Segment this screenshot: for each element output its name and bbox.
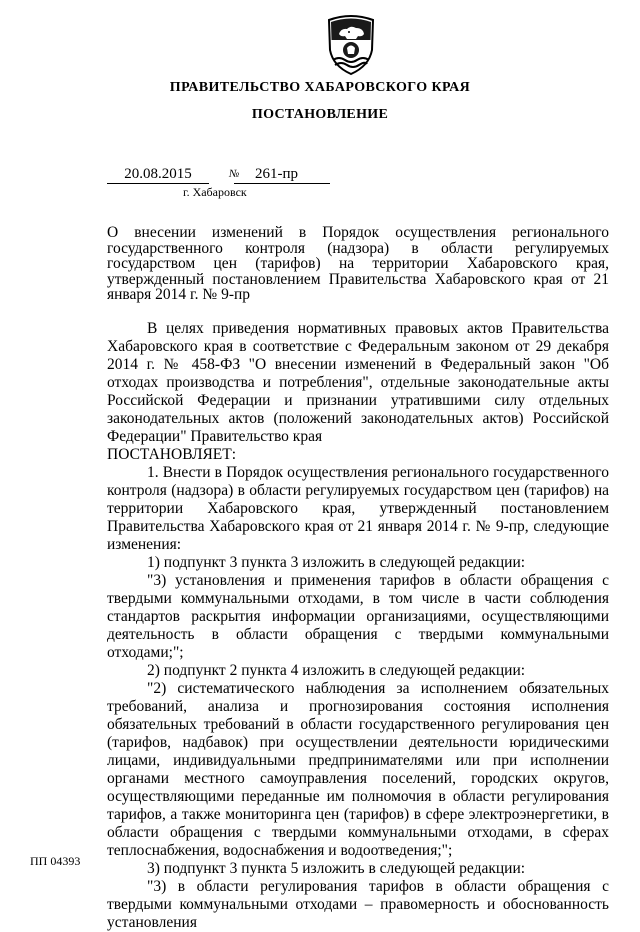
- government-name: ПРАВИТЕЛЬСТВО ХАБАРОВСКОГО КРАЯ: [169, 80, 471, 95]
- paragraph: 1) подпункт 3 пункта 3 изложить в следующей редакции:: [147, 554, 526, 571]
- paragraph: "2) систематического наблюдения за исполнением обязательных требований, анализа и прогнозирования состояния исполнения обязательных требований в области государственного регулирования цен (тарифов, надбавок) при осуществлении деятельности юридическими лицами, индивидуальными предпринимателями или при исполнении органами местного самоуправления поселений, городских округов, осуществляющими переданные им полномочия в области регулирования тарифов, а также мониторинга цен (тарифов) в сфере электроэнергетики, в области обращения с твердыми коммунальными отходами, в сферах теплоснабжения, водоснабжения и водоотведения;";: [107, 680, 609, 859]
- paragraph: "3) в области регулирования тарифов в области обращения с твердыми коммунальными отходами – правомерность и обоснованность установления: [107, 878, 609, 931]
- paragraph: 2) подпункт 2 пункта 4 изложить в следующей редакции:: [147, 662, 526, 679]
- paragraph: "3) установления и применения тарифов в области обращения с твердыми коммунальными отходами, в том числе в части соблюдения стандартов раскрытия информации организациями, осуществляющими деятельность в области обращения с твердыми коммунальными отходами;";: [107, 572, 609, 661]
- document-title: О внесении изменений в Порядок осуществления регионального государственного контроля (надзора) в области регулируемых государством цен (тарифов) на территории Хабаровского края, утвержденный постановлением Правительства Хабаровского края от 21 января 2014 г. № 9-пр: [107, 224, 609, 303]
- number-sign: №: [229, 168, 240, 180]
- document-number: 261-пр: [234, 166, 330, 184]
- document-body: [107, 320, 609, 932]
- document-date: 20.08.2015: [107, 166, 209, 184]
- preamble: В целях приведения нормативных правовых актов Правительства Хабаровского края в соответствие с Федеральным законом от 29 декабря 2014 г. № 458-ФЗ "О внесении изменений в Федеральный закон "Об отходах производства и потребления", отдельные законодательные акты Российской Федерации и признании утратившими силу отдельных законодательных актов (положений законодательных актов) Российской Федерации" Правительство края: [107, 320, 609, 445]
- coat-of-arms-icon: [325, 10, 377, 76]
- document-code: ПП 04393: [30, 854, 81, 868]
- resolves-heading: ПОСТАНОВЛЯЕТ:: [107, 446, 237, 463]
- paragraph: 1. Внести в Порядок осуществления регионального государственного контроля (надзора) в области регулируемых государством цен (тарифов) на территории Хабаровского края, утвержденный постановлением Правительства Хабаровского края от 21 января 2014 г. № 9-пр, следующие изменения:: [107, 464, 609, 553]
- city: г. Хабаровск: [183, 185, 247, 199]
- document-type: ПОСТАНОВЛЕНИЕ: [251, 107, 389, 122]
- paragraph: 3) подпункт 3 пункта 5 изложить в следующей редакции:: [147, 860, 526, 877]
